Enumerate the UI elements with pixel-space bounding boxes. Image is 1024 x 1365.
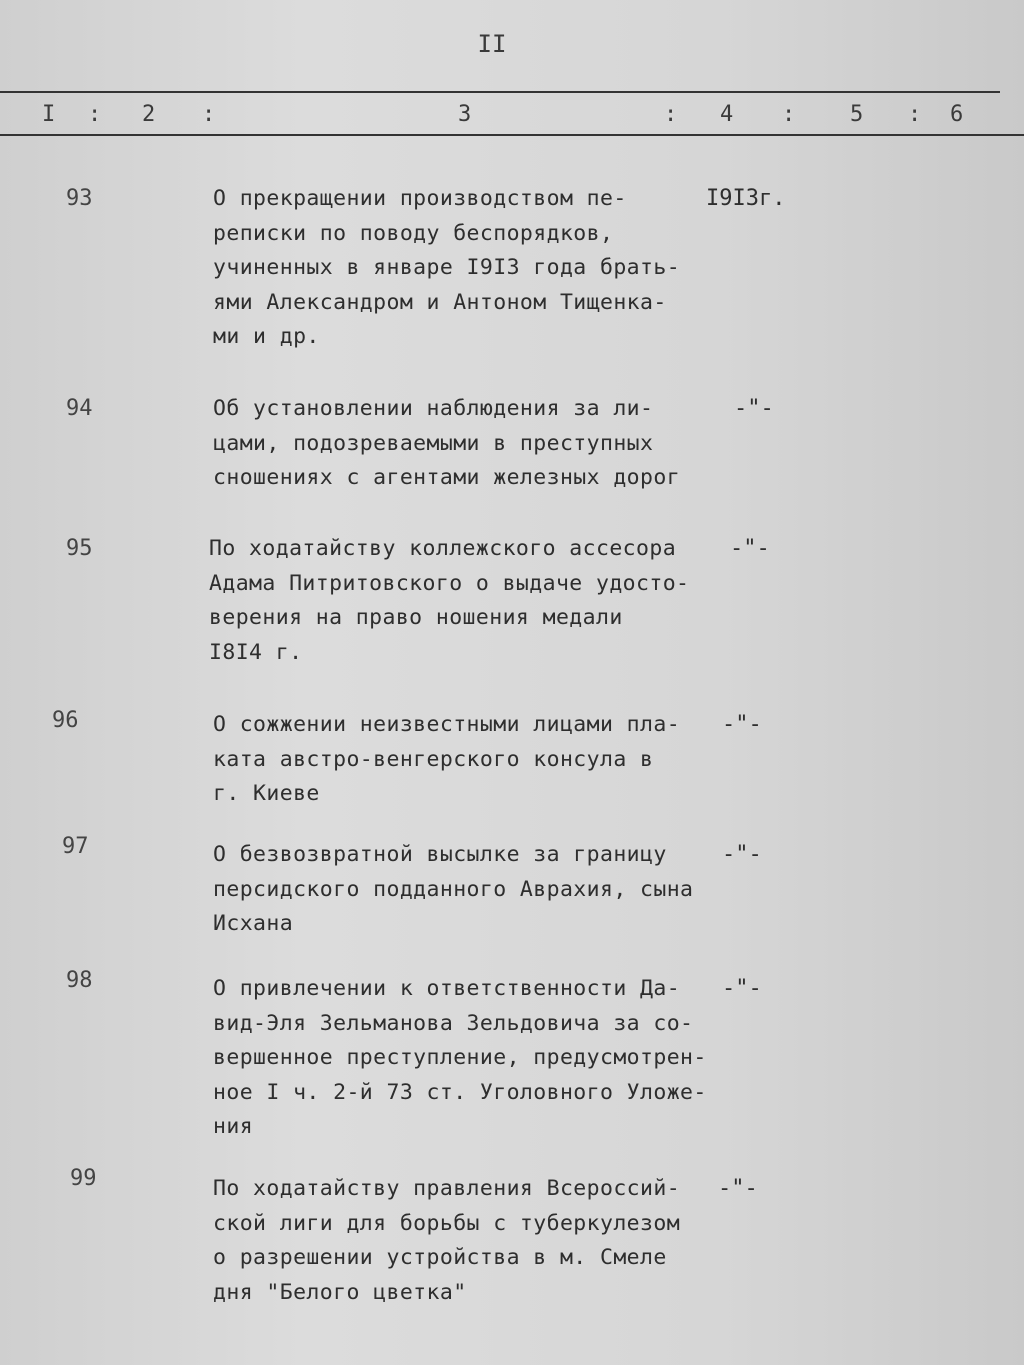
entry-line: цами, подозреваемыми в преступных	[213, 430, 654, 456]
entry-number: 94	[66, 396, 93, 421]
entry-description	[213, 182, 733, 355]
column-separator: :	[202, 102, 216, 127]
entry-line: О прекращении производством пе-	[213, 186, 627, 211]
entry-number: 95	[66, 536, 93, 561]
entry-line: Об установлении наблюдения за ли-	[213, 396, 654, 421]
entry-line: Адама Питритовского о выдаче удосто-	[209, 570, 690, 596]
entry-line: По ходатайству правления Всероссий-	[213, 1176, 681, 1201]
entry-line: верения на право ношения медали	[209, 605, 623, 630]
entry-line: г. Киеве	[213, 781, 320, 806]
entry-line: учиненных в январе I9I3 года брать-	[213, 255, 681, 280]
entry-date: -"-	[722, 842, 762, 867]
entry-date: I9I3г.	[706, 186, 786, 211]
entry-line: ния	[213, 1114, 254, 1139]
column-separator: :	[664, 102, 678, 127]
entry-number: 96	[52, 708, 79, 733]
entry-line: Исхана	[213, 911, 294, 936]
entry-line: ями Александром и Антоном Тищенка-	[213, 289, 667, 315]
entry-line: О привлечении к ответственности Да-	[213, 976, 681, 1001]
entry-line: О безвозвратной высылке за границу	[213, 842, 667, 867]
entry-line: сношениях с агентами железных дорог	[213, 465, 681, 490]
column-header-3: 3	[458, 102, 472, 127]
entry-number: 99	[70, 1166, 97, 1191]
page-number: II	[477, 30, 507, 58]
entry-line: ми и др.	[213, 324, 320, 349]
entry-date: -"-	[722, 976, 762, 1001]
column-header-6: 6	[950, 102, 964, 127]
header-rule-top	[0, 91, 1000, 93]
entry-line: ката австро-венгерского консула в	[213, 746, 654, 772]
header-rule-bottom	[0, 134, 1024, 136]
entry-number: 98	[66, 968, 93, 993]
entry-line: ской лиги для борьбы с туберкулезом	[213, 1210, 681, 1236]
entry-number: 97	[62, 834, 89, 859]
column-header-4: 4	[720, 102, 734, 127]
entry-line: о разрешении устройства в м. Смеле	[213, 1245, 667, 1270]
column-separator: :	[782, 102, 796, 127]
entry-description	[213, 1172, 733, 1310]
entry-line: По ходатайству коллежского ассесора	[209, 536, 677, 561]
entry-description	[213, 708, 733, 812]
column-header-2: 2	[142, 102, 156, 127]
entry-line: вершенное преступление, предусмотрен-	[213, 1045, 707, 1070]
entry-description	[213, 972, 733, 1145]
entry-line: О сожжении неизвестными лицами пла-	[213, 712, 681, 737]
entry-line: реписки по поводу беспорядков,	[213, 220, 614, 246]
entry-date: -"-	[730, 536, 770, 561]
entry-line: дня "Белого цветка"	[213, 1279, 467, 1305]
entry-line: ное I ч. 2-й 73 ст. Уголовного Уложе-	[213, 1079, 707, 1105]
entry-date: -"-	[734, 396, 774, 421]
entry-date: -"-	[722, 712, 762, 737]
entry-description	[213, 392, 733, 496]
entry-line: вид-Эля Зельманова Зельдовича за со-	[213, 1010, 694, 1036]
entry-line: I8I4 г.	[209, 639, 303, 665]
column-separator: :	[88, 102, 102, 127]
entry-description	[209, 532, 729, 670]
entry-date: -"-	[718, 1176, 758, 1201]
entry-description	[213, 838, 733, 942]
column-separator: :	[908, 102, 922, 127]
column-header-1: I	[42, 102, 56, 127]
entry-number: 93	[66, 186, 93, 211]
entry-line: персидского подданного Аврахия, сына	[213, 876, 694, 902]
column-header-5: 5	[850, 102, 864, 127]
